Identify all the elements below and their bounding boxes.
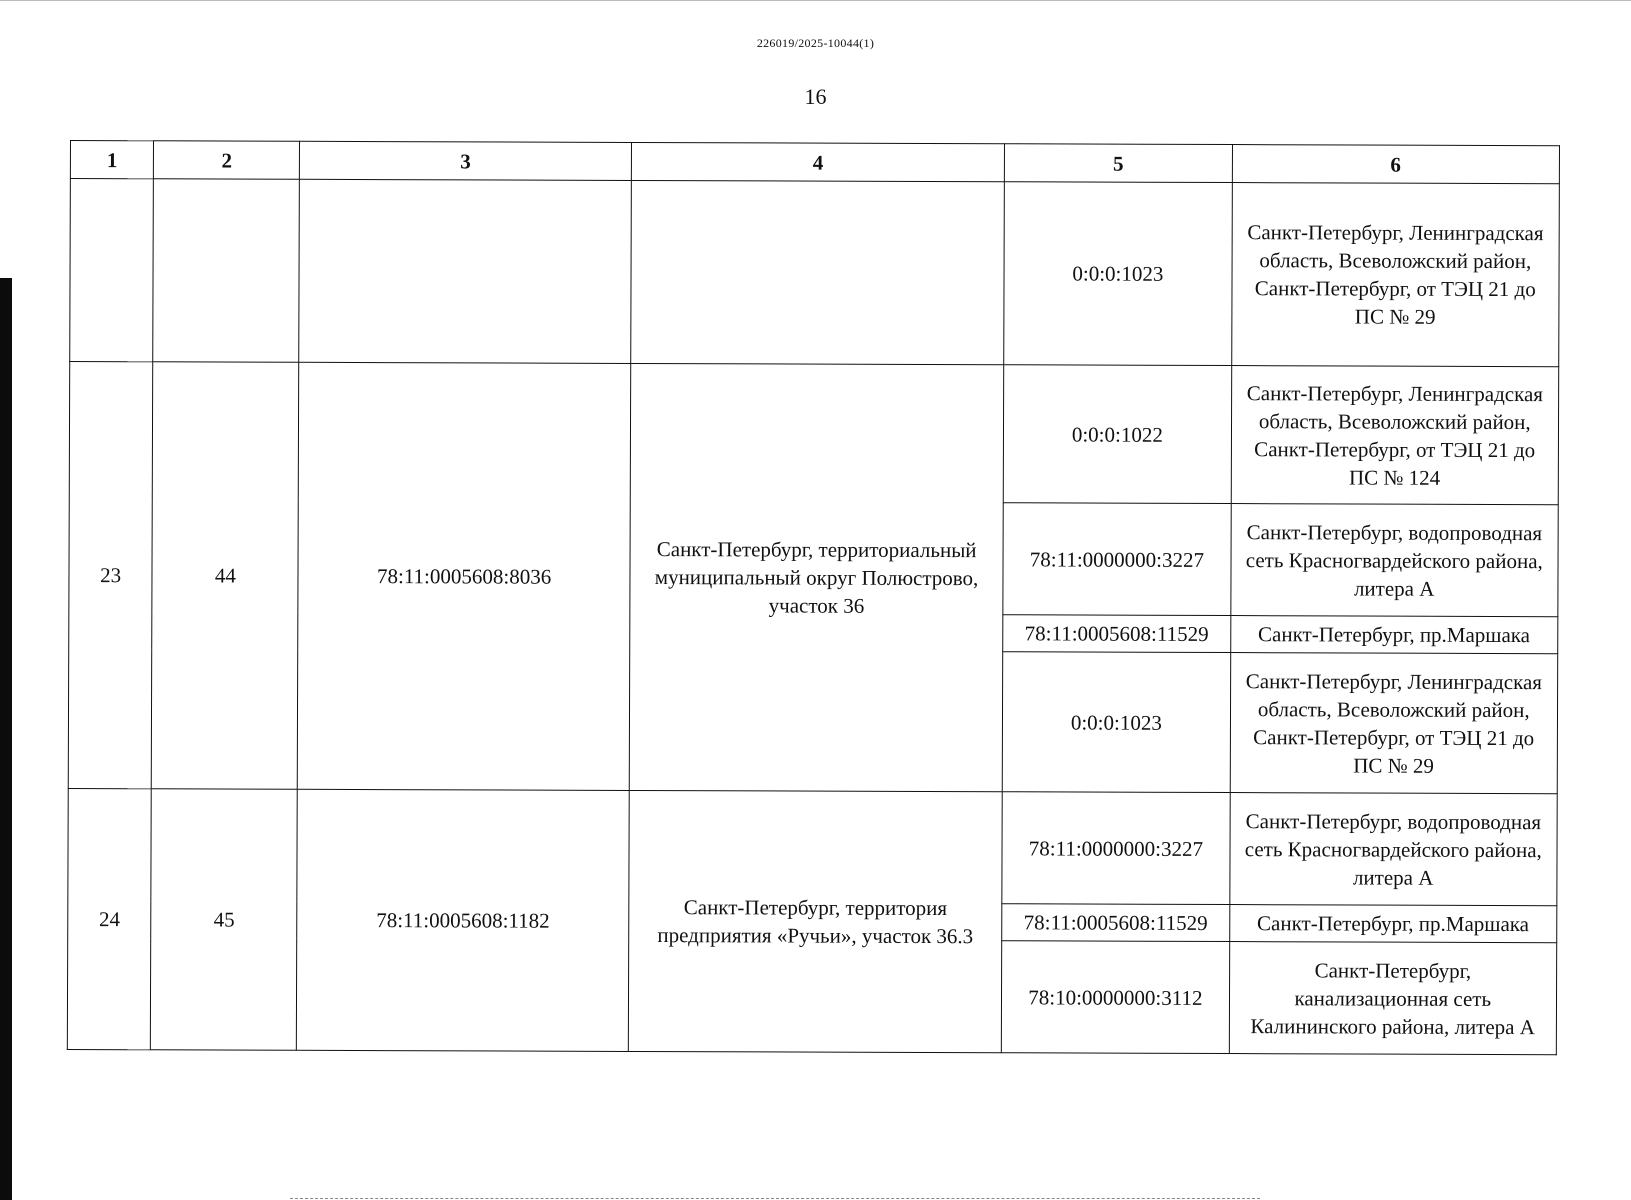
- land-plots-table: [67, 140, 1560, 1055]
- scan-margin-bar: [0, 278, 12, 1200]
- cell-index: 45: [151, 789, 298, 1051]
- table-row-24: [68, 788, 1557, 905]
- cell-cadastral: 78:11:0000000:3227: [1003, 503, 1231, 616]
- header-row: [70, 141, 1559, 184]
- cell-cadastral-main: 78:11:0005608:1182: [297, 789, 629, 1051]
- cell-address: Санкт-Петербург, канализационная сеть Калининского района, литера А: [1229, 942, 1557, 1055]
- cell-empty: [70, 179, 154, 362]
- cell-cadastral: 0:0:0:1023: [1002, 652, 1230, 793]
- cell-empty: [299, 179, 631, 363]
- table-row-23: [69, 362, 1558, 505]
- cell-empty: [153, 179, 300, 363]
- col-header-1: 1: [70, 141, 154, 179]
- cell-cadastral: 0:0:0:1023: [1004, 182, 1232, 366]
- bottom-scan-edge: [290, 1198, 1260, 1199]
- col-header-5: 5: [1005, 144, 1232, 183]
- cell-address: Санкт-Петербург, пр.Маршака: [1229, 905, 1557, 943]
- cell-address: Санкт-Петербург, пр.Маршака: [1230, 616, 1558, 654]
- col-header-3: 3: [300, 141, 632, 180]
- page-number: 16: [804, 84, 827, 109]
- cell-address: Санкт-Петербург, Ленинградская область, Всеволожский район, Санкт-Петербург, от ТЭЦ 21 до ПС № 29: [1231, 183, 1559, 367]
- registration-number: 226019/2025-10044(1): [756, 36, 875, 50]
- cell-cadastral: 78:11:0005608:11529: [1002, 904, 1229, 942]
- col-header-4: 4: [631, 142, 1004, 181]
- top-scan-edge: [0, 0, 1631, 3]
- table-row-continuation: [70, 179, 1560, 367]
- col-header-2: 2: [154, 141, 300, 180]
- cell-row-number: 23: [68, 362, 153, 789]
- cell-empty: [631, 180, 1005, 364]
- cell-row-number: 24: [67, 788, 151, 1049]
- cell-location: Санкт-Петербург, территория предприятия «Ручьи», участок 36.3: [628, 790, 1002, 1052]
- cell-cadastral: 0:0:0:1022: [1003, 365, 1231, 504]
- cell-address: Санкт-Петербург, Ленинградская область, Всеволожский район, Санкт-Петербург, от ТЭЦ 21 до ПС № 29: [1230, 653, 1558, 794]
- cell-address: Санкт-Петербург, водопроводная сеть Красногвардейского района, литера А: [1229, 793, 1557, 906]
- cell-cadastral: 78:10:0000000:3112: [1002, 941, 1230, 1054]
- cell-cadastral-main: 78:11:0005608:8036: [298, 362, 631, 790]
- cell-address: Санкт-Петербург, водопроводная сеть Красногвардейского района, литера А: [1230, 504, 1558, 617]
- cell-cadastral: 78:11:0000000:3227: [1002, 792, 1230, 905]
- cell-address: Санкт-Петербург, Ленинградская область, Всеволожский район, Санкт-Петербург, от ТЭЦ 21 до ПС № 124: [1231, 366, 1559, 505]
- col-header-6: 6: [1232, 145, 1560, 184]
- cell-index: 44: [152, 362, 299, 790]
- cell-location: Санкт-Петербург, территориальный муниципальный округ Полюстрово, участок 36: [629, 363, 1004, 791]
- cell-cadastral: 78:11:0005608:11529: [1003, 615, 1230, 653]
